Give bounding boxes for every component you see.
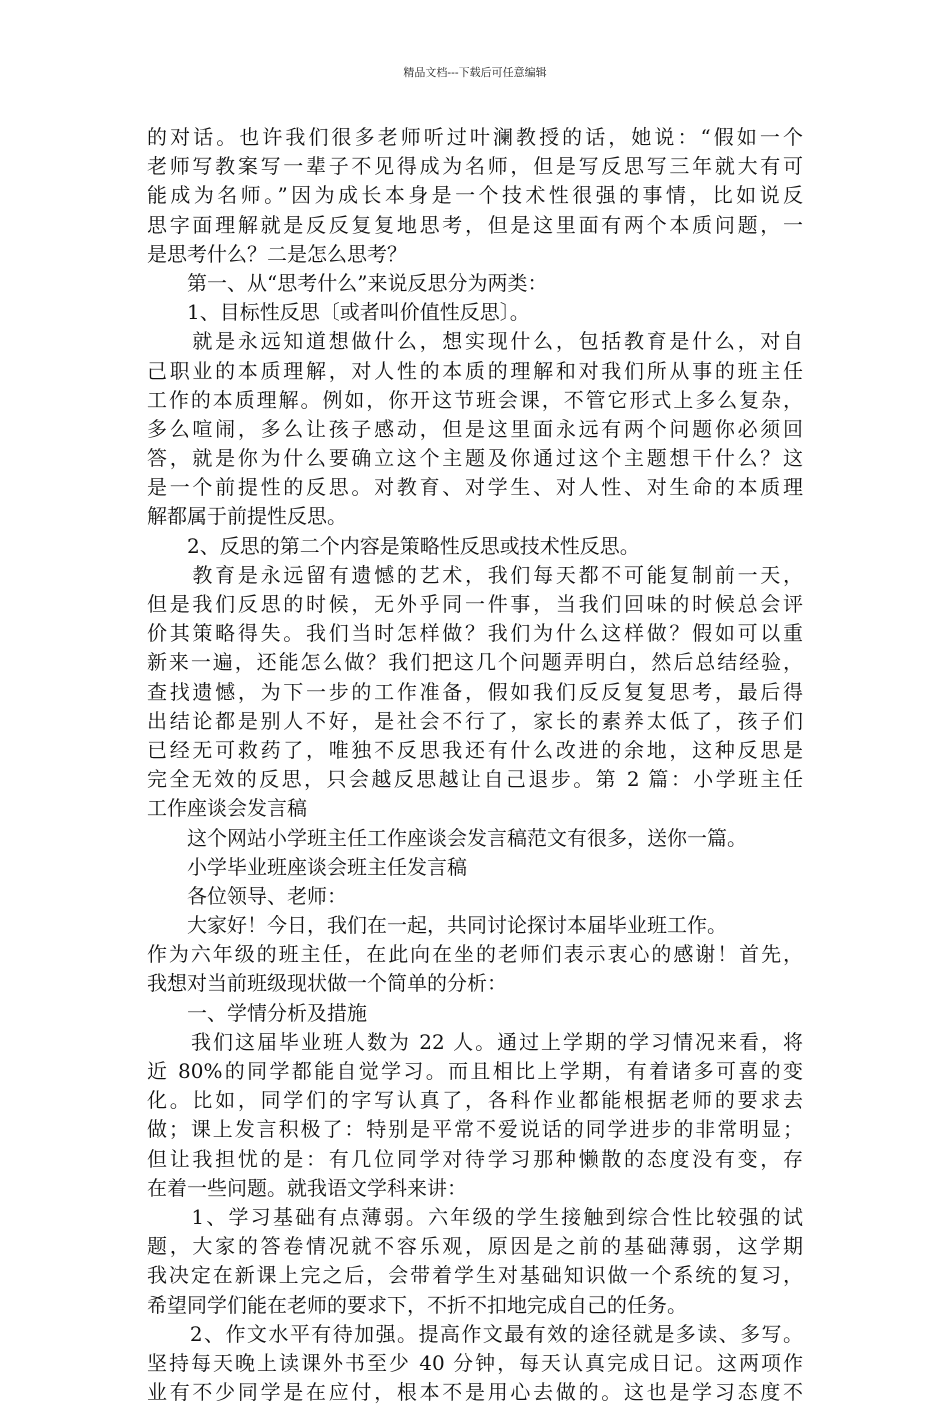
text-line: 大家好！今日，我们在一起，共同讨论探讨本届毕业班工作。 <box>147 913 727 938</box>
text-line: 但是我们反思的时候，无外乎同一件事，当我们回味的时候总会评 <box>147 592 803 616</box>
text-line: 1、目标性反思〔或者叫价值性反思〕。 <box>147 300 530 325</box>
text-line: 教育是永远留有遗憾的艺术，我们每天都不可能复制前一天， <box>147 562 803 587</box>
text-line: 是一个前提性的反思。对教育、对学生、对人性、对生命的本质理 <box>147 475 803 500</box>
text-line: 能成为名师。”因为成长本身是一个技术性很强的事情，比如说反 <box>147 183 803 208</box>
text-line: 答，就是你为什么要确立这个主题及你通过这个主题想干什么？这 <box>147 446 803 471</box>
text-line: 我决定在新课上完之后，会带着学生对基础知识做一个系统的复习， <box>147 1263 803 1288</box>
document-body <box>147 123 803 1407</box>
text-line: 1、学习基础有点薄弱。六年级的学生接触到综合性比较强的试 <box>147 1204 803 1229</box>
text-line: 在着一些问题。就我语文学科来讲： <box>147 1175 467 1200</box>
text-line: 希望同学们能在老师的要求下，不折不扣地完成自己的任务。 <box>147 1292 687 1317</box>
text-line: 的对话。也许我们很多老师听过叶澜教授的话，她说：“假如一个 <box>147 125 803 149</box>
text-line: 已经无可救药了，唯独不反思我还有什么改进的余地，这种反思是 <box>147 737 803 762</box>
text-line: 我们这届毕业班人数为 22 人。通过上学期的学习情况来看，将 <box>147 1029 803 1054</box>
text-line: 是思考什么？二是怎么思考？ <box>147 241 407 266</box>
text-line: 解都属于前提性反思。 <box>147 504 347 529</box>
text-line: 化。比如，同学们的字写认真了，各科作业都能根据老师的要求去 <box>147 1088 803 1113</box>
text-line: 近 80%的同学都能自觉学习。而且相比上学期，有着诸多可喜的变 <box>147 1059 803 1083</box>
text-line: 就是永远知道想做什么，想实现什么，包括教育是什么，对自 <box>147 329 803 354</box>
text-line: 做；课上发言积极了：特别是平常不爱说话的同学进步的非常明显； <box>147 1117 803 1142</box>
text-line: 小学毕业班座谈会班主任发言稿 <box>147 854 467 879</box>
text-line: 这个网站小学班主任工作座谈会发言稿范文有很多，送你一篇。 <box>147 825 747 850</box>
text-line: 工作座谈会发言稿 <box>147 796 307 821</box>
text-line: 坚持每天晚上读课外书至少 40 分钟，每天认真完成日记。这两项作 <box>147 1350 803 1375</box>
text-line: 业有不少同学是在应付，根本不是用心去做的。这也是学习态度不 <box>147 1380 803 1405</box>
text-line: 作为六年级的班主任，在此向在坐的老师们表示衷心的感谢！首先， <box>147 942 803 967</box>
text-line: 出结论都是别人不好，是社会不行了，家长的素养太低了，孩子们 <box>147 708 803 733</box>
text-line: 我想对当前班级现状做一个简单的分析： <box>147 971 507 996</box>
text-line: 2、作文水平有待加强。提高作文最有效的途径就是多读、多写。 <box>147 1321 803 1346</box>
text-line: 老师写教案写一辈子不见得成为名师，但是写反思写三年就大有可 <box>147 154 803 179</box>
text-line: 一、学情分析及措施 <box>147 1000 367 1025</box>
text-line: 己职业的本质理解，对人性的本质的理解和对我们所从事的班主任 <box>147 358 803 383</box>
page-header: 精品文档---下载后可任意编辑 <box>403 66 547 79</box>
text-line: 工作的本质理解。例如，你开这节班会课，不管它形式上多么复杂， <box>147 387 803 412</box>
text-line: 但让我担忧的是：有几位同学对待学习那种懒散的态度没有变，存 <box>147 1146 803 1171</box>
text-line: 多么喧闹，多么让孩子感动，但是这里面永远有两个问题你必须回 <box>147 416 803 441</box>
text-line: 题，大家的答卷情况就不容乐观，原因是之前的基础薄弱，这学期 <box>147 1234 803 1259</box>
text-line: 各位领导、老师： <box>147 883 347 908</box>
text-line: 2、反思的第二个内容是策略性反思或技术性反思。 <box>147 533 640 558</box>
text-line: 价其策略得失。我们当时怎样做？我们为什么这样做？假如可以重 <box>147 621 803 646</box>
text-line: 查找遗憾，为下一步的工作准备，假如我们反反复复思考，最后得 <box>147 679 803 704</box>
text-line: 思字面理解就是反反复复地思考，但是这里面有两个本质问题，一 <box>147 212 803 237</box>
text-line: 完全无效的反思，只会越反思越让自己退步。第 2 篇：小学班主任 <box>147 767 803 792</box>
text-line: 新来一遍，还能怎么做？我们把这几个问题弄明白，然后总结经验， <box>147 650 803 675</box>
text-line: 第一、从“思考什么”来说反思分为两类： <box>147 270 548 295</box>
